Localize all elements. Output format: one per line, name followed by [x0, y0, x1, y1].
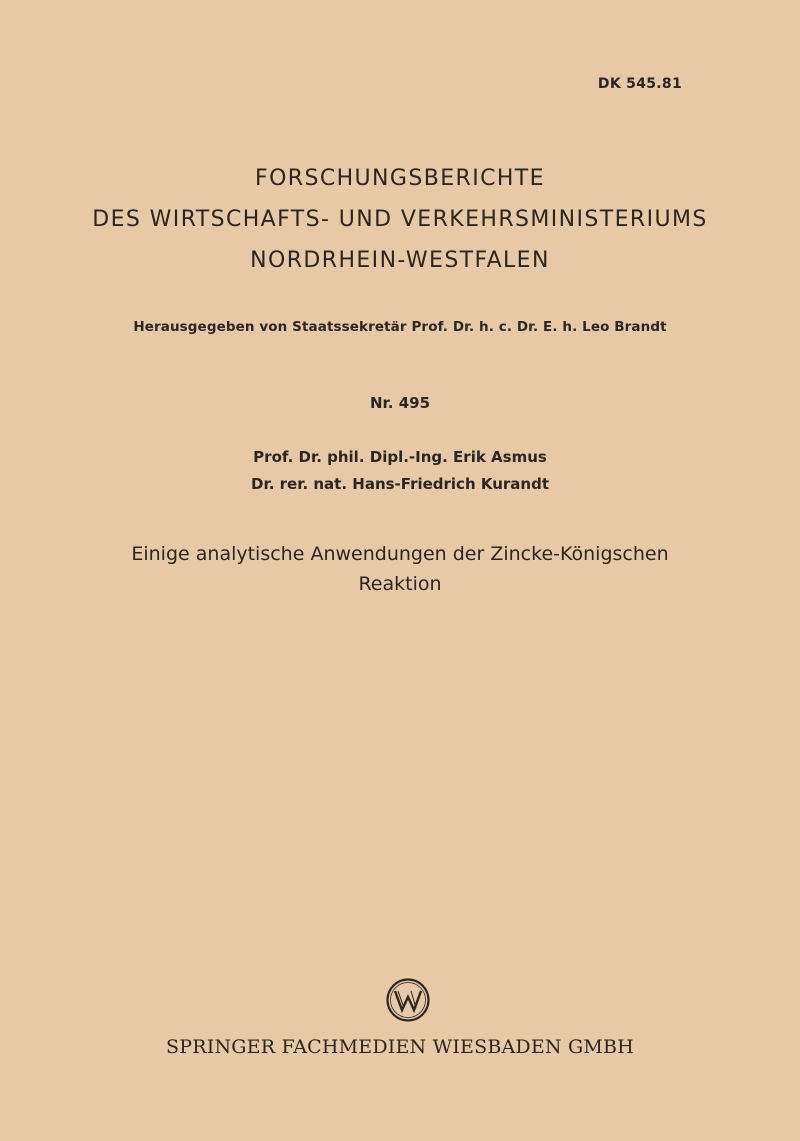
publisher-name: SPRINGER FACHMEDIEN WIESBADEN GMBH — [166, 1036, 634, 1058]
author-1: Prof. Dr. phil. Dipl.-Ing. Erik Asmus — [253, 448, 547, 466]
book-title-line-1: Einige analytische Anwendungen der Zincke-Königschen — [131, 543, 669, 565]
series-title — [0, 158, 800, 281]
dk-classification: DK 545.81 — [597, 76, 682, 92]
book-title-line-2: Reaktion — [358, 573, 442, 595]
series-title-line-1: FORSCHUNGSBERICHTE — [255, 166, 545, 191]
authors — [0, 444, 800, 498]
author-2: Dr. rer. nat. Hans-Friedrich Kurandt — [251, 475, 549, 493]
series-title-line-2: DES WIRTSCHAFTS- UND VERKEHRSMINISTERIUMS — [92, 207, 708, 232]
editor-line: Herausgegeben von Staatssekretär Prof. Dr. h. c. Dr. E. h. Leo Brandt — [133, 319, 667, 335]
report-number: Nr. 495 — [369, 394, 431, 412]
springer-w-circle-icon — [385, 977, 431, 1023]
series-title-line-3: NORDRHEIN-WESTFALEN — [250, 248, 550, 273]
book-title — [0, 539, 800, 599]
